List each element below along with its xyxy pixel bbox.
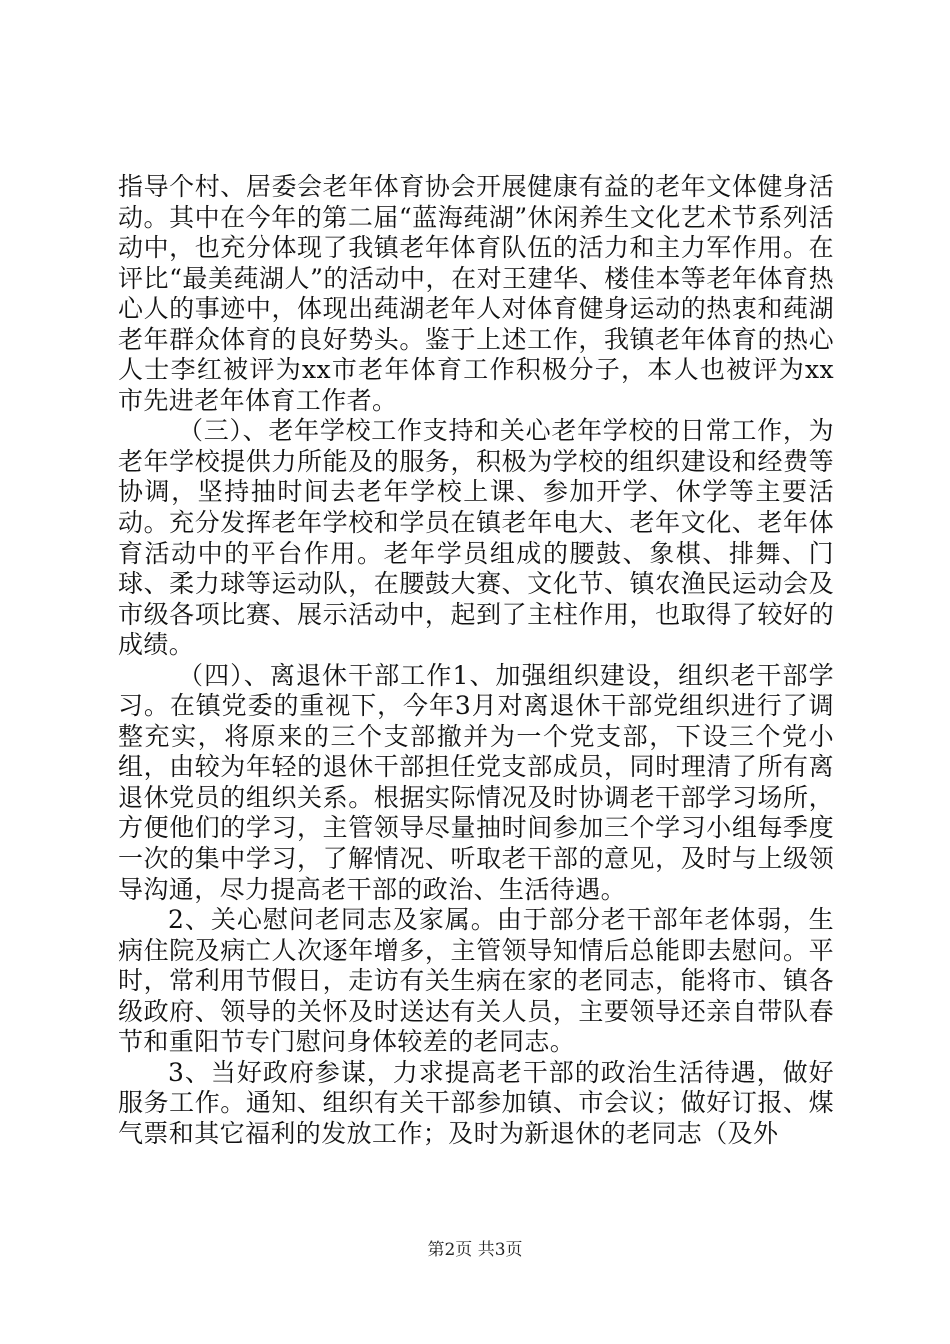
paragraph-retired-cadres: （四）、离退休干部工作1、加强组织建设，组织老干部学习。在镇党委的重视下，今年3月对离退休干部党组织进行了调整充实，将原来的三个支部撤并为一个党支部，下设三个党小组，由较为年轻的退休干部担任党支部成员，同时理清了所有离退休党员的组织关系。根据实际情况及时协调老干部学习场所，方便他们的学习，主管领导尽量抽时间参加三个学习小组每季度一次的集中学习，了解情况、听取老干部的意见，及时与上级领导沟通，尽力提高老干部的政治、生活待遇。 (118, 660, 834, 904)
paragraph-sports-activities: 指导个村、居委会老年体育协会开展健康有益的老年文体健身活动。其中在今年的第二届“蓝海莼湖”休闲养生文化艺术节系列活动中，也充分体现了我镇老年体育队伍的活力和主力军作用。在评比“最美莼湖人”的活动中，在对王建华、楼佳本等老年体育热心人的事迹中，体现出莼湖老年人对体育健身运动的热衷和莼湖老年群众体育的良好势头。鉴于上述工作，我镇老年体育的热心人士李红被评为xx市老年体育工作积极分子，本人也被评为xx市先进老年体育工作者。 (118, 172, 834, 415)
paragraph-government-advisor: 3、当好政府参谋，力求提高老干部的政治生活待遇，做好服务工作。通知、组织有关干部参加镇、市会议；做好订报、煤气票和其它福利的发放工作；及时为新退休的老同志（及外 (118, 1057, 834, 1148)
paragraph-condolence-visits: 2、关心慰问老同志及家属。由于部分老干部年老体弱，生病住院及病亡人次逐年增多，主管领导知情后总能即去慰问。平时，常利用节假日，走访有关生病在家的老同志，能将市、镇各级政府、领导的关怀及时送达有关人员，主要领导还亲自带队春节和重阳节专门慰问身体较差的老同志。 (118, 905, 834, 1057)
page-number-footer: 第2页 共3页 (427, 1240, 523, 1260)
document-body (118, 172, 834, 1150)
paragraph-elderly-school: （三）、老年学校工作支持和关心老年学校的日常工作，为老年学校提供力所能及的服务，积极为学校的组织建设和经费等协调，坚持抽时间去老年学校上课、参加开学、休学等主要活动。充分发挥老年学校和学员在镇老年电大、老年文化、老年体育活动中的平台作用。老年学员组成的腰鼓、象棋、排舞、门球、柔力球等运动队，在腰鼓大赛、文化节、镇农渔民运动会及市级各项比赛、展示活动中，起到了主柱作用，也取得了较好的成绩。 (118, 416, 834, 660)
